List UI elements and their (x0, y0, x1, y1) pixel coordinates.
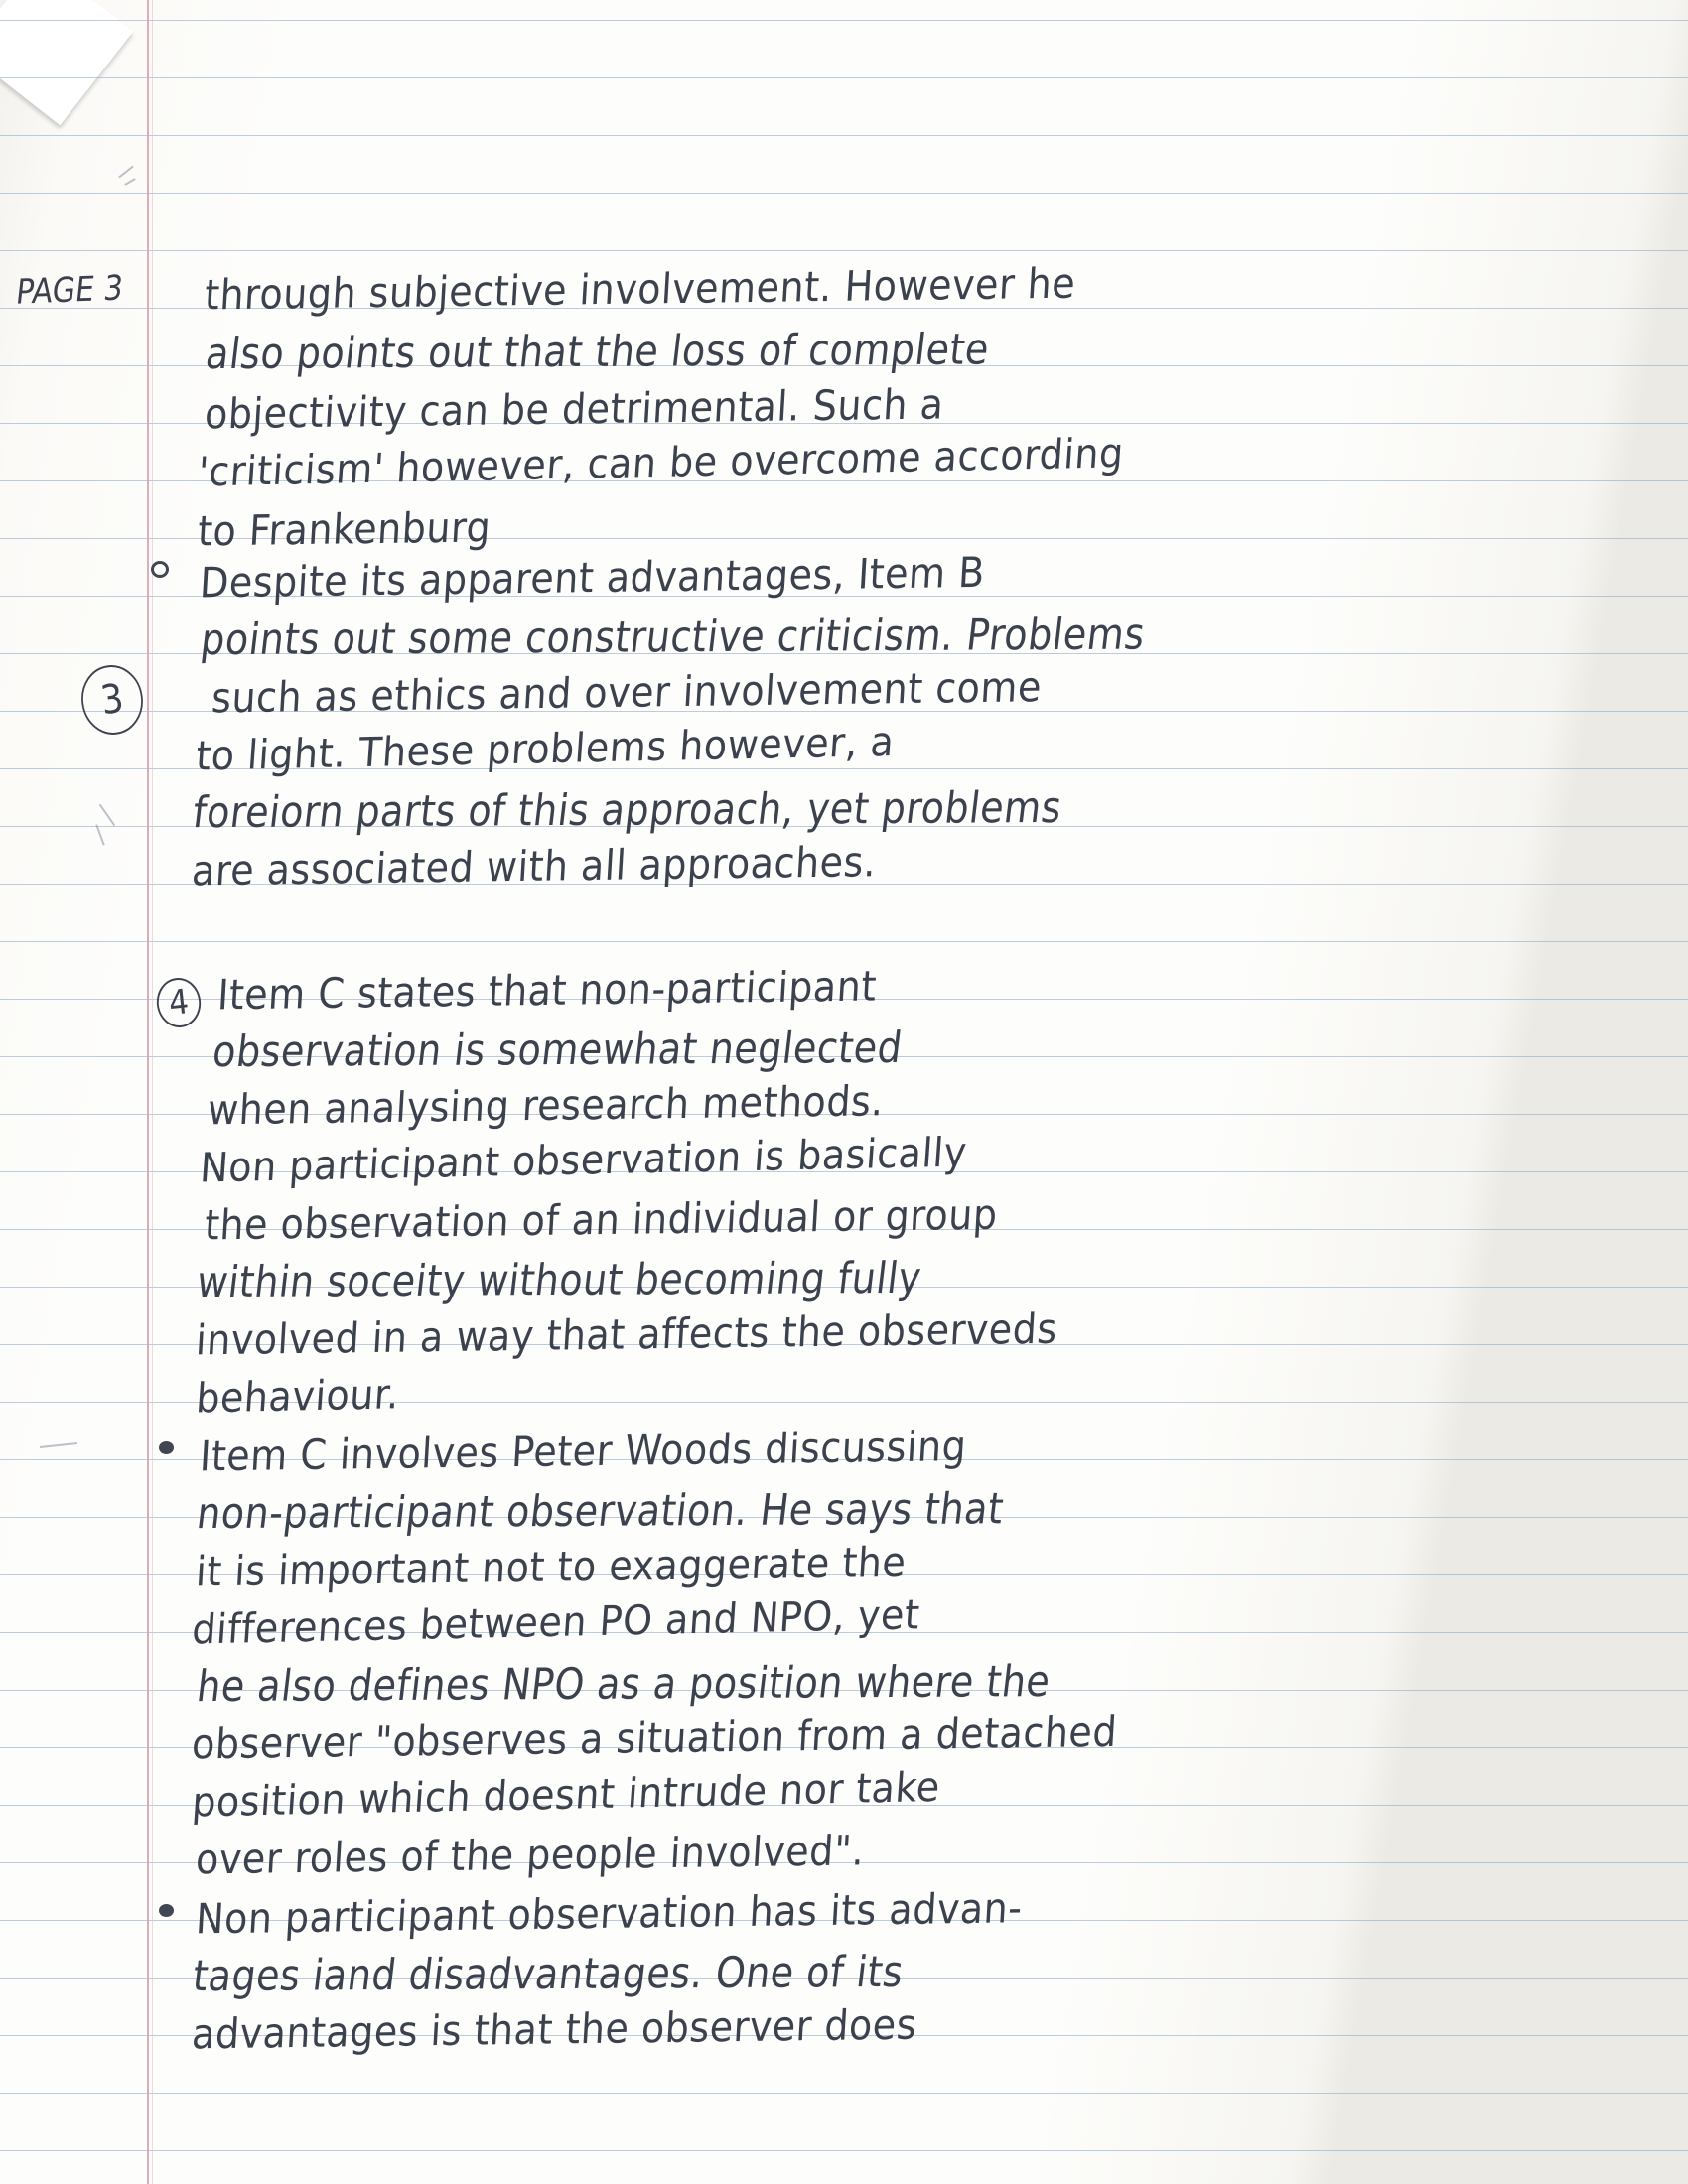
bullet-marker (151, 561, 169, 578)
numbered-item-marker: 4 (154, 976, 203, 1029)
rule-line (0, 20, 1688, 21)
rule-line (0, 250, 1688, 251)
note-line: non-participant observation. He says that (194, 1483, 1007, 1539)
note-line: position which doesnt intrude nor take (190, 1763, 942, 1827)
rule-line (0, 2150, 1688, 2151)
note-line: are associated with all approaches. (190, 837, 878, 895)
note-line: Non participant observation has its advan- (194, 1883, 1024, 1944)
note-line: objectivity can be detrimental. Such a (203, 379, 945, 439)
note-line: differences between PO and NPO, yet (190, 1590, 922, 1654)
rule-line (0, 193, 1688, 194)
note-line: he also defines NPO as a position where the (194, 1656, 1054, 1711)
bullet-marker (159, 1441, 174, 1454)
note-line: behaviour. (194, 1370, 401, 1423)
note-line: points out some constructive criticism. Problems (198, 609, 1148, 665)
rule-line (0, 2093, 1688, 2094)
note-line: within soceity without becoming fully (194, 1252, 924, 1307)
rule-line (0, 77, 1688, 78)
note-line: Item C states that non-participant (215, 961, 879, 1020)
note-line: also points out that the loss of complete (203, 324, 993, 379)
note-line: Item C involves Peter Woods discussing (198, 1422, 968, 1481)
bullet-marker (159, 1904, 174, 1917)
note-line: observation is somewhat neglected (210, 1023, 906, 1077)
note-line: to Frankenburg (196, 502, 492, 556)
margin-rule (147, 0, 149, 2184)
note-line: through subjective involvement. However he (203, 259, 1077, 320)
note-line: Non participant observation is basically (198, 1128, 969, 1192)
note-line: observer "observes a situation from a detached (190, 1707, 1119, 1769)
page-marker: PAGE 3 (14, 268, 125, 313)
rule-line (0, 135, 1688, 136)
note-line: involved in a way that affects the observeds (194, 1304, 1059, 1365)
note-line: it is important not to exaggerate the (194, 1538, 908, 1596)
rule-line (0, 941, 1688, 942)
note-line: to light. These problems however, a (194, 718, 897, 780)
note-line: Despite its apparent advantages, Item B (198, 548, 987, 608)
note-line: over roles of the people involved". (194, 1826, 866, 1884)
note-line: tages iand disadvantages. One of its (190, 1946, 907, 2001)
note-line: the observation of an individual or group (203, 1190, 1000, 1250)
note-line: 'criticism' however, can be overcome according (196, 429, 1126, 496)
note-line: foreiorn parts of this approach, yet problems (190, 782, 1065, 838)
side-number-circle: 3 (77, 661, 148, 739)
note-line: such as ethics and over involvement come (210, 662, 1044, 723)
note-line: advantages is that the observer does (190, 2000, 918, 2059)
margin-rule-secondary (152, 0, 153, 2184)
note-line: when analysing research methods. (206, 1076, 886, 1135)
